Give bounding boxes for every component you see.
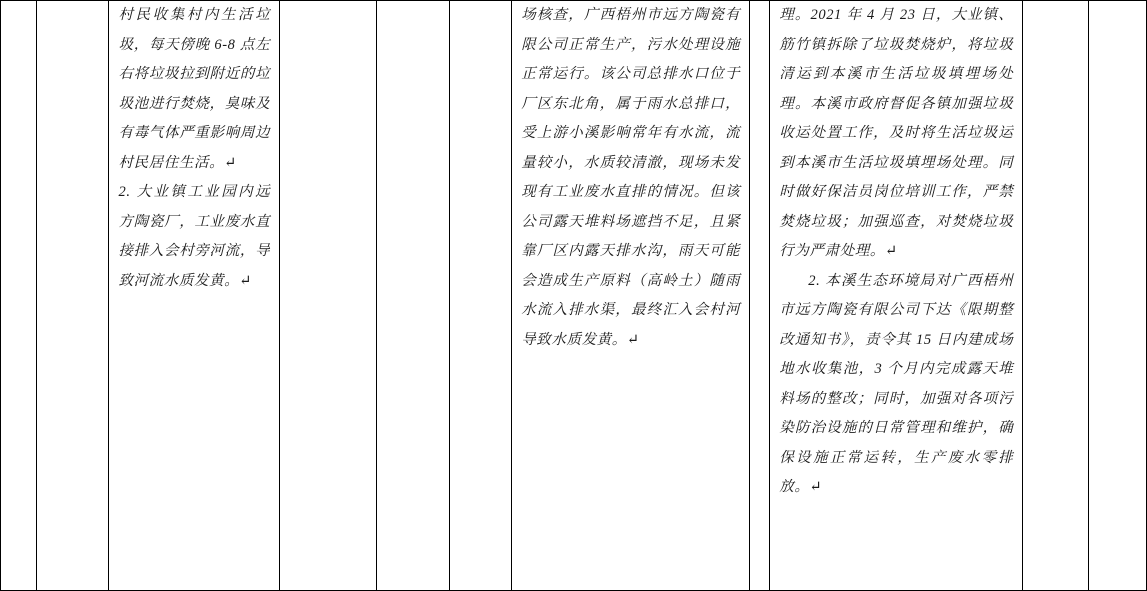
paragraph: 2. 大业镇工业园内远方陶瓷厂，工业废水直接排入会村旁河流，导致河流水质发黄。↵ [118,184,271,289]
cell-污染类型 [449,1,511,591]
调查核实情况-text [512,1,749,355]
cell-举报类型 [280,1,376,591]
cell-地区 [37,1,109,591]
empty-content [280,1,375,590]
cell-是否办结 [1023,1,1088,591]
处理和整改情况-text [770,1,1022,503]
cell-举报问题 [109,1,280,591]
cell-是否属实 [750,1,770,591]
举报问题-text [109,1,279,296]
table-row [1,1,1147,591]
cell-责任追究情况 [1088,1,1146,591]
empty-content [750,1,769,590]
cell-处理和整改情况 [770,1,1023,591]
paragraph: 2. 本溪生态环境局对广西梧州市远方陶瓷有限公司下达《限期整改通知书》，责令其 15 日内建成场地水收集池，3 个月内完成露天堆料场的整改；同时，加强对各项污染防治设施的日常管理和维护，确保设施正常运转，生产废水零排放。↵ [779,272,1014,495]
paragraph: 理。2021 年 4 月 23 日，大业镇、筋竹镇拆除了垃圾焚烧炉，将垃圾清运到本溪市生活垃圾填埋场处理。本溪市政府督促各镇加强垃圾收运处置工作，及时将生活垃圾运到本溪市生活垃圾填埋场处理。同时做好保洁员岗位培训工作，严禁焚烧垃圾；加强巡查，对焚烧垃圾行为严肃处理。↵ [779,7,1014,259]
cell-序号 [1,1,37,591]
empty-content [377,1,449,590]
cell-调查核实情况 [512,1,750,591]
empty-content [450,1,511,590]
paragraph: 场核查，广西梧州市远方陶瓷有限公司正常生产，污水处理设施正常运行。该公司总排水口位于厂区东北角，属于雨水总排口，受上游小溪影响常年有水流，流量较小，水质较清澈，现场未发现有工业废水直排的情况。但该公司露天堆料场遮挡不足，且紧靠厂区内露天排水沟，雨天可能会造成生产原料（高岭土）随雨水流入排水渠，最终汇入会村河导致水质发黄。↵ [521,7,741,348]
paragraph: 村民收集村内生活垃圾，每天傍晚 6-8 点左右将垃圾拉到附近的垃圾池进行焚烧，臭味及有毒气体严重影响周边村民居住生活。↵ [118,7,271,171]
empty-content [37,1,108,590]
empty-content [1,1,36,590]
cell-行政区域 [376,1,449,591]
empty-content [1089,1,1146,590]
empty-content [1023,1,1087,590]
